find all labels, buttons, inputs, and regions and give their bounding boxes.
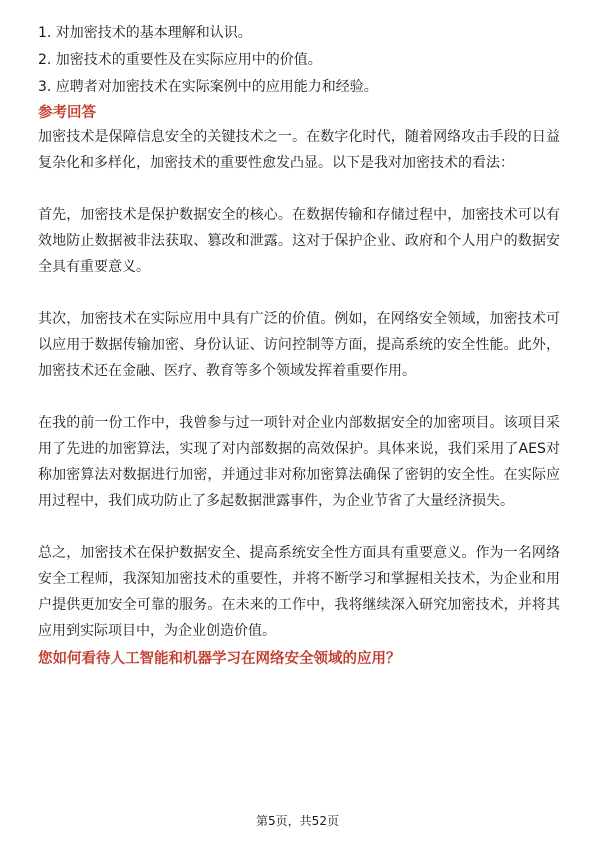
paragraph-spacer	[38, 176, 560, 202]
paragraph-spacer	[38, 280, 560, 306]
answer-paragraph: 加密技术是保障信息安全的关键技术之一。在数字化时代，随着网络攻击手段的日益复杂化和多样化，加密技术的重要性愈发凸显。以下是我对加密技术的看法：	[38, 129, 560, 171]
page-content	[38, 22, 560, 672]
reference-answer-heading: 参考回答	[38, 105, 96, 121]
answer-paragraph: 在我的前一份工作中，我曾参与过一项针对企业内部数据安全的加密项目。该项目采用了先进的加密算法，实现了对内部数据的高效保护。具体来说，我们采用了AES对称加密算法对数据进行加密，并通过非对称加密算法确保了密钥的安全性。在实际应用过程中，我们成功防止了多起数据泄露事件，为企业节省了大量经济损失。	[38, 415, 560, 509]
list-item: 3. 应聘者对加密技术在实际案例中的应用能力和经验。	[38, 79, 378, 95]
answer-paragraph: 首先，加密技术是保护数据安全的核心。在数据传输和存储过程中，加密技术可以有效地防止数据被非法获取、篡改和泄露。这对于保护企业、政府和个人用户的数据安全具有重要意义。	[38, 207, 560, 275]
answer-paragraph: 其次，加密技术在实际应用中具有广泛的价值。例如，在网络安全领域，加密技术可以应用于数据传输加密、身份认证、访问控制等方面，提高系统的安全性能。此外，加密技术还在金融、医疗、教育等多个领域发挥着重要作用。	[38, 311, 560, 379]
answer-paragraph: 总之，加密技术在保护数据安全、提高系统安全性方面具有重要意义。作为一名网络安全工程师，我深知加密技术的重要性，并将不断学习和掌握相关技术，为企业和用户提供更加安全可靠的服务。在未来的工作中，我将继续深入研究加密技术，并将其应用到实际项目中，为企业创造价值。	[38, 545, 560, 639]
list-item: 1. 对加密技术的基本理解和认识。	[38, 25, 252, 41]
paragraph-spacer	[38, 514, 560, 540]
page-footer: 第5页，共52页	[256, 814, 339, 828]
paragraph-spacer	[38, 384, 560, 410]
list-item: 2. 加密技术的重要性及在实际应用中的价值。	[38, 52, 322, 68]
next-question-heading: 您如何看待人工智能和机器学习在网络安全领域的应用？	[38, 651, 401, 667]
